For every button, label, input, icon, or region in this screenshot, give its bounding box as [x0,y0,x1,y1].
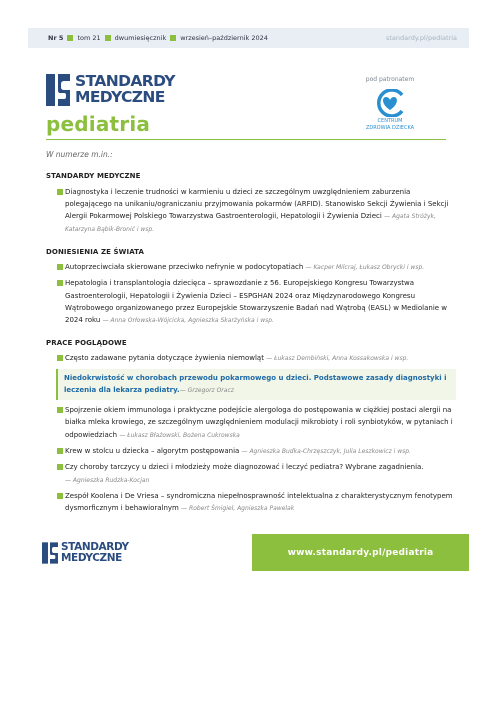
footer-logo-line-1: STANDARDY [61,541,129,553]
green-square-icon [170,35,176,41]
footer-logo-text [61,542,129,563]
article-item[interactable] [46,445,456,458]
article-item[interactable] [46,461,456,487]
article-authors: — Łukasz Błażowski, Bożena Cukrowska [119,431,240,439]
article-title: Czy choroby tarczycy u dzieci i młodzieży może diagnozować i leczyć pediatra? Wybrane zagadnienia. [65,463,424,472]
green-square-icon [57,264,63,270]
section-title: DONIESIENIA ZE ŚWIATA [46,247,145,256]
article-title: Spojrzenie okiem immunologa i praktyczne podejście alergologa do postępowania w ciężkiej postaci alergii na białka mleka krowiego, ze szczególnym uwzględnieniem modulacji mikrobioty i roli synbiotyków, w pytaniach i odpowiedziach [65,406,453,439]
article-item[interactable] [46,352,456,365]
intro: W numerze m.in.: [46,150,113,159]
article-item[interactable] [46,261,456,274]
patron-org [350,118,430,132]
volume: tom 21 [77,34,101,42]
section-title: STANDARDY MEDYCZNE [46,172,141,181]
featured-title: Niedokrwistość w chorobach przewodu pokarmowego u dzieci. Podstawowe zasady diagnostyki i leczenia dla lekarza pediatry. [64,374,447,395]
article-title: Diagnostyka i leczenie trudności w karmieniu u dzieci ze szczególnym uwzględnieniem zaburzenia polegającego na unikaniu/ograniczaniu przyjmowania pokarmów (ARFID). Stanowisko Sekcji Żywienia i Sekcji Alergii Pokarmowej Polskiego Towarzystwa Gastroenterologii, Hepatologii i Żywienia Dzieci [65,187,449,221]
footer-url-banner[interactable] [252,534,469,571]
logo-text [75,73,175,105]
section-title: PRACE POGLĄDOWE [46,338,127,347]
green-square-icon [105,35,111,41]
frequency: dwumiesięcznik [114,34,167,42]
logo-mark-icon [42,542,58,564]
section-name: pediatria [46,112,151,136]
heart-logo-icon [369,89,411,117]
patron-org-line-1: CENTRUM [377,118,403,124]
green-square-icon [67,35,73,41]
issue-bar [28,28,469,48]
logo-line-2: MEDYCZNE [75,88,165,106]
patron-org-line-2: ZDROWIA DZIECKA [365,125,415,131]
featured-article[interactable] [56,369,456,400]
brand-logo [46,74,206,106]
article-authors: — Agnieszka Rudzka-Kocjan [65,476,150,484]
footer-url-link[interactable]: www.standardy.pl/pediatria [287,547,434,558]
green-square-icon [57,280,63,286]
green-square-icon [57,189,63,195]
green-square-icon [57,448,63,454]
article-title: Często zadawane pytania dotyczące żywienia niemowląt [65,353,264,362]
article-item[interactable] [46,490,456,516]
article-authors: — Łukasz Dembiński, Anna Kossakowska i wsp. [266,354,409,362]
issue-number: Nr 5 [48,34,64,42]
green-square-icon [57,493,63,499]
article-title: Autoprzeciwciała skierowane przeciwko nefrynie w podocytopatiach [65,263,304,272]
divider [46,139,446,140]
article-title: Krew w stolcu u dziecka – algorytm postępowania [65,447,240,456]
article-item[interactable] [46,277,456,327]
period: wrzesień–październik 2024 [180,34,268,42]
article-item[interactable] [46,404,456,442]
article-authors: — Agnieszka Budka-Chrzęszczyk, Julia Leszkowicz i wsp. [241,448,411,456]
top-url-link[interactable]: standardy.pl/pediatria [386,34,457,42]
footer-logo-line-2: MEDYCZNE [61,551,122,564]
article-authors: — Agata Stróżyk, Katarzyna Bąbik-Bronić i wsp. [65,213,436,234]
logo-line-1: STANDARDY [75,72,175,90]
article-authors: — Anna Orłowska-Wójcicka, Agnieszka Skarżyńska i wsp. [102,317,274,325]
patronage [350,76,430,132]
logo-mark-icon [46,74,70,106]
article-title: Zespół Koolena i De Vriesa – syndromiczna niepełnosprawność intelektualna z charakterystycznym fenotypem dysmorficznym i behawioralnym [65,491,453,513]
article-item[interactable] [46,186,456,237]
featured-authors: — Grzegorz Oracz [179,387,234,395]
article-authors: — Robert Śmigiel, Agnieszka Pawelak [181,505,295,513]
article-authors: — Kacper Milcraj, Łukasz Obrycki i wsp. [305,264,425,272]
green-square-icon [57,464,63,470]
patronage-label: pod patronatem [365,76,415,83]
article-title: Hepatologia i transplantologia dziecięca – sprawozdanie z 56. Europejskiego Kongresu Towarzystwa Gastroenterologii, Hepatologii i Żywienia Dzieci – ESPGHAN 2024 oraz Międzynarodowego Kongresu Wątrobowego organizowanego przez Europejskie Stowarzyszenie Badań nad Wątrobą (EASL) w Mediolanie w 2024 roku [65,279,448,325]
green-square-icon [57,407,63,413]
footer-logo [42,542,152,564]
green-square-icon [57,355,63,361]
issue-info [48,34,268,42]
contents [46,149,456,519]
